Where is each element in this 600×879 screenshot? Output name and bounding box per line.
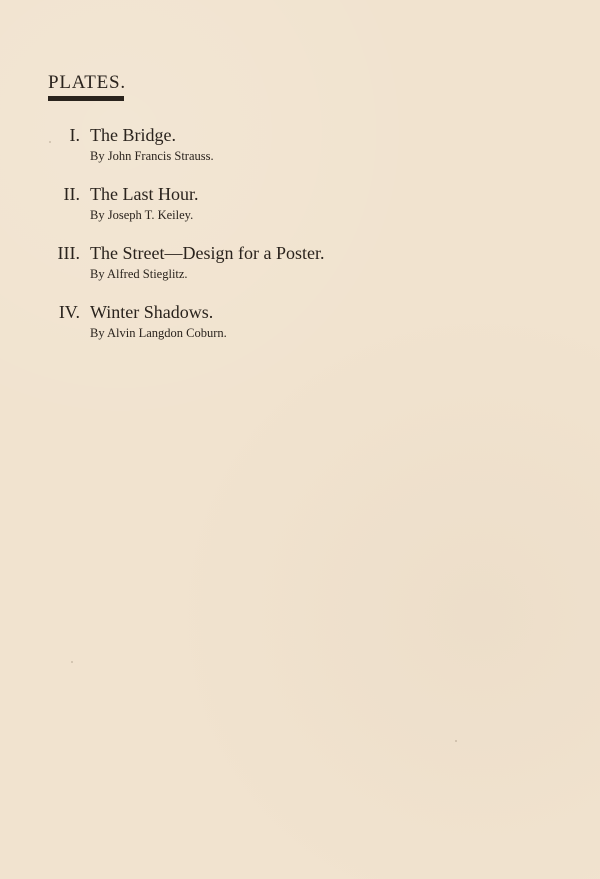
plate-title: The Bridge. bbox=[90, 125, 176, 145]
plate-author: By Alfred Stieglitz. bbox=[90, 267, 188, 281]
plate-title: The Last Hour. bbox=[90, 184, 199, 204]
plate-numeral: II. bbox=[63, 184, 80, 204]
plate-title: The Street—Design for a Poster. bbox=[90, 243, 325, 263]
paper-speck bbox=[49, 141, 51, 143]
plate-author: By John Francis Strauss. bbox=[90, 149, 214, 163]
paper-speck bbox=[71, 661, 73, 663]
plate-author: By Alvin Langdon Coburn. bbox=[90, 326, 227, 340]
plate-numeral: III. bbox=[57, 243, 80, 263]
plate-numeral: I. bbox=[69, 125, 80, 145]
paper-speck bbox=[455, 740, 457, 742]
plate-author: By Joseph T. Keiley. bbox=[90, 208, 194, 222]
plate-numeral: IV. bbox=[58, 302, 80, 322]
plates-heading: PLATES. bbox=[48, 72, 126, 93]
plate-title: Winter Shadows. bbox=[90, 302, 214, 322]
